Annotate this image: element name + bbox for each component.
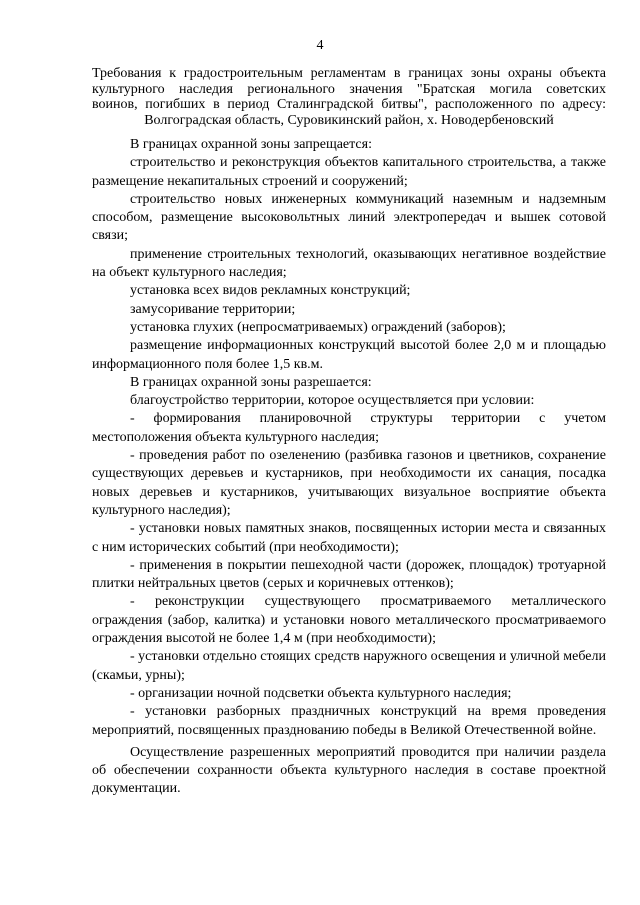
paragraph: установка всех видов рекламных конструкций;: [130, 283, 411, 299]
page-number: 4: [316, 38, 324, 53]
list-item: - установки разборных праздничных конструкций на время проведения мероприятий, посвященных празднованию победы в Великой Отечественной войне.: [92, 704, 606, 738]
list-item: - организации ночной подсветки объекта культурного наследия;: [130, 685, 512, 701]
heading-line: Требования к градостроительным регламентам в границах зоны охраны объекта: [92, 66, 606, 81]
document-body: [92, 136, 606, 799]
list-item: - установки отдельно стоящих средств наружного освещения и уличной мебели (скамьи, урны);: [92, 649, 606, 683]
list-item: - установки новых памятных знаков, посвященных истории места и связанных с ним исторических событий (при необходимости);: [92, 521, 606, 555]
paragraph: благоустройство территории, которое осуществляется при условии:: [130, 393, 535, 409]
list-item: - формирования планировочной структуры территории с учетом местоположения объекта культурного наследия;: [92, 411, 606, 445]
paragraph-prohibited-intro: В границах охранной зоны запрещается:: [130, 137, 372, 152]
paragraph: замусоривание территории;: [130, 301, 296, 317]
paragraph-conclusion: Осуществление разрешенных мероприятий проводится при наличии раздела об обеспечении сохранности объекта культурного наследия в составе проектной документации.: [92, 744, 606, 797]
list-item: - применения в покрытии пешеходной части (дорожек, площадок) тротуарной плитки нейтральных цветов (серых и коричневых оттенков);: [92, 557, 606, 592]
heading-line: Волгоградская область, Суровикинский район, х. Новодербеновский: [144, 112, 554, 128]
document-heading: [92, 66, 606, 128]
paragraph-permitted-intro: В границах охранной зоны разрешается:: [130, 374, 372, 390]
list-item: - проведения работ по озеленению (разбивка газонов и цветников, сохранение существующих деревьев и кустарников, при необходимости их санация, посадка новых деревьев и кустарников, учитывающих визуальное восприятие объекта культурного наследия);: [92, 448, 606, 518]
paragraph: установка глухих (непросматриваемых) ограждений (заборов);: [130, 319, 506, 335]
paragraph: размещение информационных конструкций высотой более 2,0 м и площадью информационного поля более 1,5 кв.м.: [92, 338, 606, 372]
paragraph: применение строительных технологий, оказывающих негативное воздействие на объект культурного наследия;: [92, 246, 606, 281]
list-item: - реконструкции существующего просматриваемого металлического ограждения (забор, калитка) и установки нового металлического просматриваемого ограждения высотой не более 1,4 м (при необходимости);: [92, 594, 606, 647]
heading-line: культурного наследия регионального значения "Братская могила советских: [92, 81, 606, 97]
heading-line: воинов, погибших в период Сталинградской битвы", расположенного по адресу:: [92, 97, 606, 112]
paragraph: строительство новых инженерных коммуникаций наземным и надземным способом, размещение высоковольтных линий электропередач и вышек сотовой связи;: [92, 191, 606, 244]
paragraph: строительство и реконструкция объектов капитального строительства, а также размещение некапитальных строений и сооружений;: [92, 155, 606, 189]
